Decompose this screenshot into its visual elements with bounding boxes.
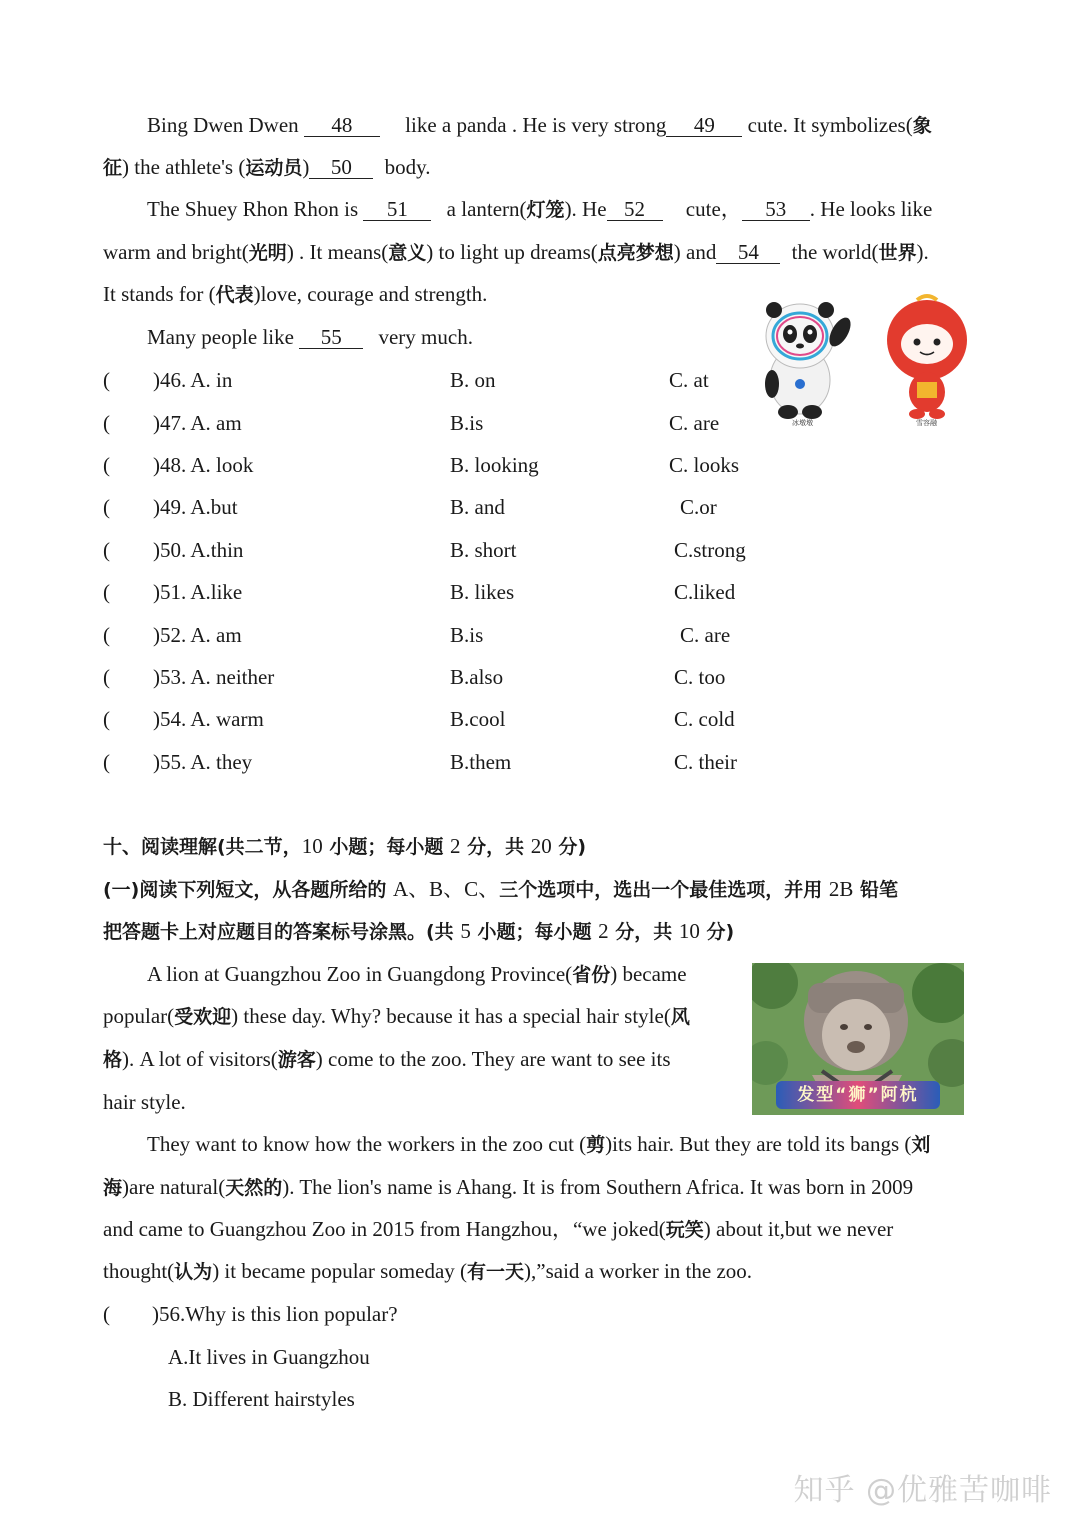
question-row-51: ( )51. A.like B. likes C.liked (103, 580, 736, 604)
option-b[interactable]: B. and (450, 495, 505, 519)
passage2-line4: hair style. (103, 1090, 186, 1114)
option-c[interactable]: C. cold (674, 707, 735, 731)
option-c[interactable]: C.strong (674, 538, 746, 562)
passage2-line8: thought(认为) it became popular someday (有一天),”said a worker in the zoo. (103, 1259, 753, 1283)
option-b[interactable]: B. likes (450, 580, 515, 604)
lion-banner: 发型“狮”阿杭 (776, 1081, 940, 1109)
question-row-49: ( )49. A.but B. and C.or (103, 495, 717, 519)
question-56-option-a[interactable]: A.It lives in Guangzhou (168, 1345, 370, 1369)
passage1-line5: It stands for (代表)love, courage and strength. (103, 282, 488, 306)
blank-49[interactable]: 49 (666, 114, 742, 137)
option-b[interactable]: B.also (450, 665, 504, 689)
passage2-line7: and came to Guangzhou Zoo in 2015 from Hangzhou，“we joked(玩笑) about it,but we never (103, 1217, 894, 1241)
question-row-55: ( )55. A. they B.them C. their (103, 750, 737, 774)
option-c[interactable]: C.or (680, 495, 717, 519)
passage2-line2: popular(受欢迎) these day. Why? because it has a special hair style(风 (103, 1004, 690, 1028)
question-row-47: ( )47. A. am B.is C. are (103, 411, 720, 435)
blank-55[interactable]: 55 (299, 326, 363, 349)
option-b[interactable]: B. short (450, 538, 517, 562)
option-c[interactable]: C. too (674, 665, 726, 689)
option-b[interactable]: B.is (450, 623, 484, 647)
blank-53[interactable]: 53 (742, 198, 810, 221)
question-row-54: ( )54. A. warm B.cool C. cold (103, 707, 735, 731)
section-10-instructions-1: (一)阅读下列短文，从各题所给的 A、B、C、三个选项中，选出一个最佳选项，并用 2B 铅笔 (103, 877, 898, 901)
option-b[interactable]: B.is (450, 411, 484, 435)
question-row-46: ( )46. A. in B. on C. at (103, 368, 709, 392)
question-row-48: ( )48. A. look B. looking C. looks (103, 453, 740, 477)
bing-dwen-dwen-figure (765, 302, 855, 419)
section-10-instructions-2: 把答题卡上对应题目的答案标号涂黑。(共 5 小题；每小题 2 分，共 10 分) (103, 919, 735, 943)
option-c[interactable]: C. at (669, 368, 709, 392)
passage2-line5: They want to know how the workers in the zoo cut (剪)its hair. But they are told its bangs (刘 (147, 1132, 931, 1156)
passage2-line1: A lion at Guangzhou Zoo in Guangdong Province(省份) became (147, 962, 687, 986)
passage1-line2: 征) the athlete's (运动员) 50 body. (103, 155, 431, 179)
shuey-rhon-rhon-figure (887, 296, 967, 419)
passage2-line3: 格). A lot of visitors(游客) come to the zoo. They are want to see its (103, 1047, 671, 1071)
section-10-title: 十、阅读理解(共二节，10 小题；每小题 2 分，共 20 分) (103, 834, 587, 858)
passage1-line6: Many people like 55 very much. (147, 325, 473, 349)
question-56-option-b[interactable]: B. Different hairstyles (168, 1387, 355, 1411)
shuey-rhon-rhon-label: 雪容融 (916, 419, 937, 427)
option-c[interactable]: C. are (680, 623, 731, 647)
question-row-53: ( )53. A. neither B.also C. too (103, 665, 726, 689)
passage1-line3: The Shuey Rhon Rhon is 51 a lantern(灯笼). He 52 cute， 53 . He looks like (147, 197, 933, 221)
bing-dwen-dwen-label: 冰墩墩 (792, 419, 813, 427)
passage1-line1: Bing Dwen Dwen 48 like a panda . He is very strong 49 cute. It symbolizes(象 (147, 113, 932, 137)
question-56-stem: ( )56.Why is this lion popular? (103, 1302, 398, 1326)
option-b[interactable]: B. on (450, 368, 496, 392)
option-b[interactable]: B.cool (450, 707, 506, 731)
blank-51[interactable]: 51 (363, 198, 431, 221)
mascots-illustration (752, 292, 980, 422)
passage1-line4: warm and bright(光明) . It means(意义) to light up dreams(点亮梦想) and 54 the world(世界). (103, 240, 929, 264)
blank-54[interactable]: 54 (716, 241, 780, 264)
option-c[interactable]: C. looks (669, 453, 740, 477)
blank-50[interactable]: 50 (309, 156, 373, 179)
question-row-52: ( )52. A. am B.is C. are (103, 623, 731, 647)
question-row-50: ( )50. A.thin B. short C.strong (103, 538, 746, 562)
lion-photo (752, 963, 964, 1115)
option-b[interactable]: B.them (450, 750, 512, 774)
zhihu-watermark: 知乎 @优雅苦咖啡 (793, 1473, 1052, 1508)
passage2-line6: 海)are natural(天然的). The lion's name is Ahang. It is from Southern Africa. It was born in 2009 (103, 1175, 914, 1199)
blank-52[interactable]: 52 (607, 198, 663, 221)
option-c[interactable]: C.liked (674, 580, 736, 604)
option-c[interactable]: C. are (669, 411, 720, 435)
option-b[interactable]: B. looking (450, 453, 539, 477)
option-c[interactable]: C. their (674, 750, 737, 774)
blank-48[interactable]: 48 (304, 114, 380, 137)
